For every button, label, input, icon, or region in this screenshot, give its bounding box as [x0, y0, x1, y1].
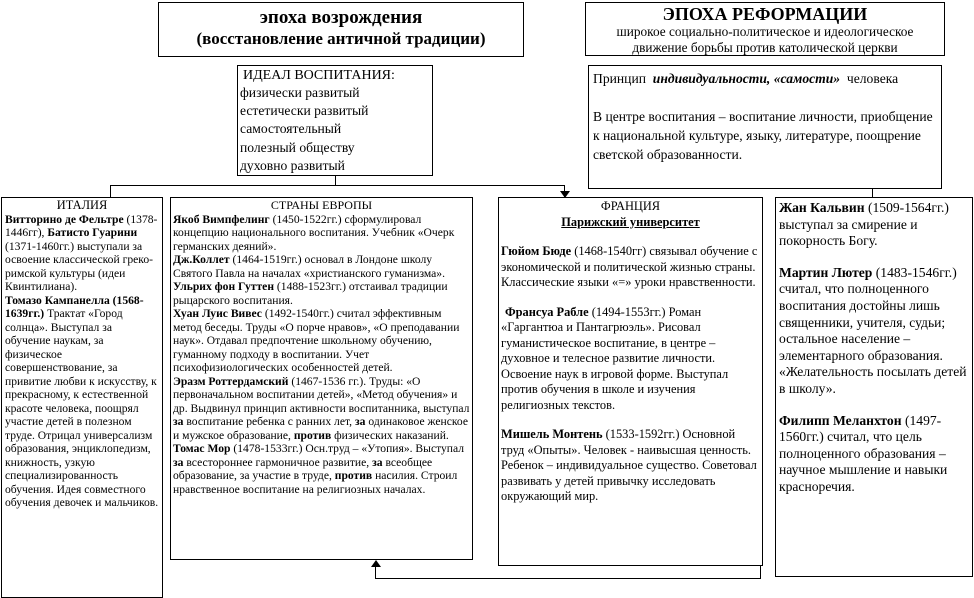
arrow-to-europe [371, 560, 381, 567]
ideal-box [237, 65, 433, 176]
connector-to-italy [110, 185, 111, 197]
reformer-1: Жан Кальвин (1509-1564гг.) выступал за смирение и покорность Богу. [779, 200, 949, 249]
europe-person-1: Якоб Вимпфелинг (1450-1522гг.) сформулировал концепцию национального воспитания. Учебник «Очерк германских деяний». [173, 212, 455, 253]
ideal-title: ИДЕАЛ ВОСПИТАНИЯ: [243, 68, 395, 83]
france-title: ФРАНЦИЯ [600, 199, 661, 213]
europe-person-2: Дж.Коллет (1464-1519гг.) основал в Лондоне школу Святого Павла на началах «христианского гуманизма». [173, 253, 446, 280]
renaissance-header [158, 2, 524, 57]
reformation-subtitle-line2: движение борьбы против католической церкви [632, 40, 898, 55]
principle-line: Принцип индивидуальности, «самости» человека [593, 71, 899, 86]
france-subtitle: Парижский университет [561, 214, 700, 229]
ideal-item: духовно развитый [240, 157, 345, 173]
reformers-box [775, 197, 973, 577]
ideal-item: естетически развитый [240, 103, 369, 119]
ideal-list [240, 84, 430, 175]
connector-ideal-down [335, 175, 336, 185]
europe-person-5: Эразм Роттердамский (1467-1536 гг.). Труды: «О первоначальном воспитании детей», «Метод обучения» и др. Выдвинул принцип активности воспитанника, выступал за воспитание ребенка с ранних лет, за одинаковое женское и мужское образование, против физических наказаний. [173, 374, 470, 442]
principle-center: В центре воспитания – воспитание личности, приобщение к национальной культуре, языку, литературе, поощрение светской образованности. [593, 109, 933, 162]
italy-person-1: Витторино де Фельтре (1378-1446гг), Батисто Гуарини (1371-1460гг.) выступали за освоение классической греко-римской культуры (идеи Квинтилиана). [5, 212, 158, 293]
reformer-2: Мартин Лютер (1483-1546гг.) считал, что полноценного воспитания достойны лишь священники, учителя, судьи; остальное население – элементарного образования. «Желательность посылать детей в школу». [779, 264, 967, 396]
connector-bottom-horizontal [375, 578, 761, 579]
principle-box [588, 65, 942, 189]
connector-horizontal-top [110, 185, 565, 186]
europe-title: СТРАНЫ ЕВРОПЫ [270, 198, 373, 212]
italy-person-2: Томазо Кампанелла (1568-1639гг.) Трактат «Город солнца». Выступал за обучение наукам, за физическое совершенствование, за привитие любви к искусству, к прекрасному, к естественной красоте человека, поощрял участие детей в полезном труде. Отрицал универсализм образования, энциклопедизм, книжность, узкую специализированность обучения. Идея совместного обучения девочек и мальчиков. [5, 293, 159, 509]
renaissance-subtitle: (восстановление античной традиции) [196, 29, 486, 48]
reformation-subtitle-line1: широкое социально-политическое и идеологическое [616, 24, 914, 39]
france-person-1: Гюйом Бюде (1468-1540гг) связывал обучение с экономической и политической жизнью страны. Классические языки «=» уроки нравственности. [501, 244, 758, 289]
renaissance-title: эпоха возрождения [259, 7, 423, 28]
europe-box [170, 197, 473, 560]
italy-box [1, 197, 163, 598]
reformer-3: Филипп Меланхтон (1497-1560гг.) считал, что цель полноценного образования – научное мышление и навыки красноречия. [779, 412, 948, 494]
europe-person-3: Ульрих фон Гуттен (1488-1523гг.) отстаивал традиции рыцарского воспитания. [173, 280, 448, 307]
ideal-item: самостоятельный [240, 121, 342, 137]
france-person-3: Мишель Монтень (1533-1592гг.) Основной труд «Опыты». Человек - наивысшая ценность. Ребенок – индивидуальное существо. Советовал развивать у детей привычку исследовать окружающий мир. [501, 427, 757, 503]
italy-title: ИТАЛИЯ [56, 198, 108, 212]
europe-person-6: Томас Мор (1478-1533гг.) Осн.труд – «Утопия». Выступал за всестороннее гармоничное развитие, за всеобщее образование, за участие в труде, против насилия. Строил нравственное воспитание на религиозных началах. [173, 442, 465, 496]
france-box [498, 197, 763, 566]
reformation-title: ЭПОХА РЕФОРМАЦИИ [662, 4, 868, 24]
connector-bottom-drop [760, 565, 761, 579]
reformation-header [585, 2, 945, 56]
ideal-item: полезный обществу [240, 139, 355, 155]
ideal-item: физически развитый [240, 85, 360, 100]
europe-person-4: Хуан Луис Вивес (1492-1540гг.) считал эффективным метод беседы. Труды «О порче нравов», «О преподавании наук». Отдавал предпочтение школьному обучению, гуманному подходу в воспитании. Учет психофизиологических особенностей детей. [173, 307, 460, 374]
france-person-2: Франсуа Рабле (1494-1553гг.) Роман «Гаргантюа и Пантагрюэль». Рисовал гуманистическое воспитание, в центре – духовное и телесное развитие личности. Освоение наук в игровой форме. Выступал против обучения в школе и изучения религиозных текстов. [501, 304, 729, 412]
